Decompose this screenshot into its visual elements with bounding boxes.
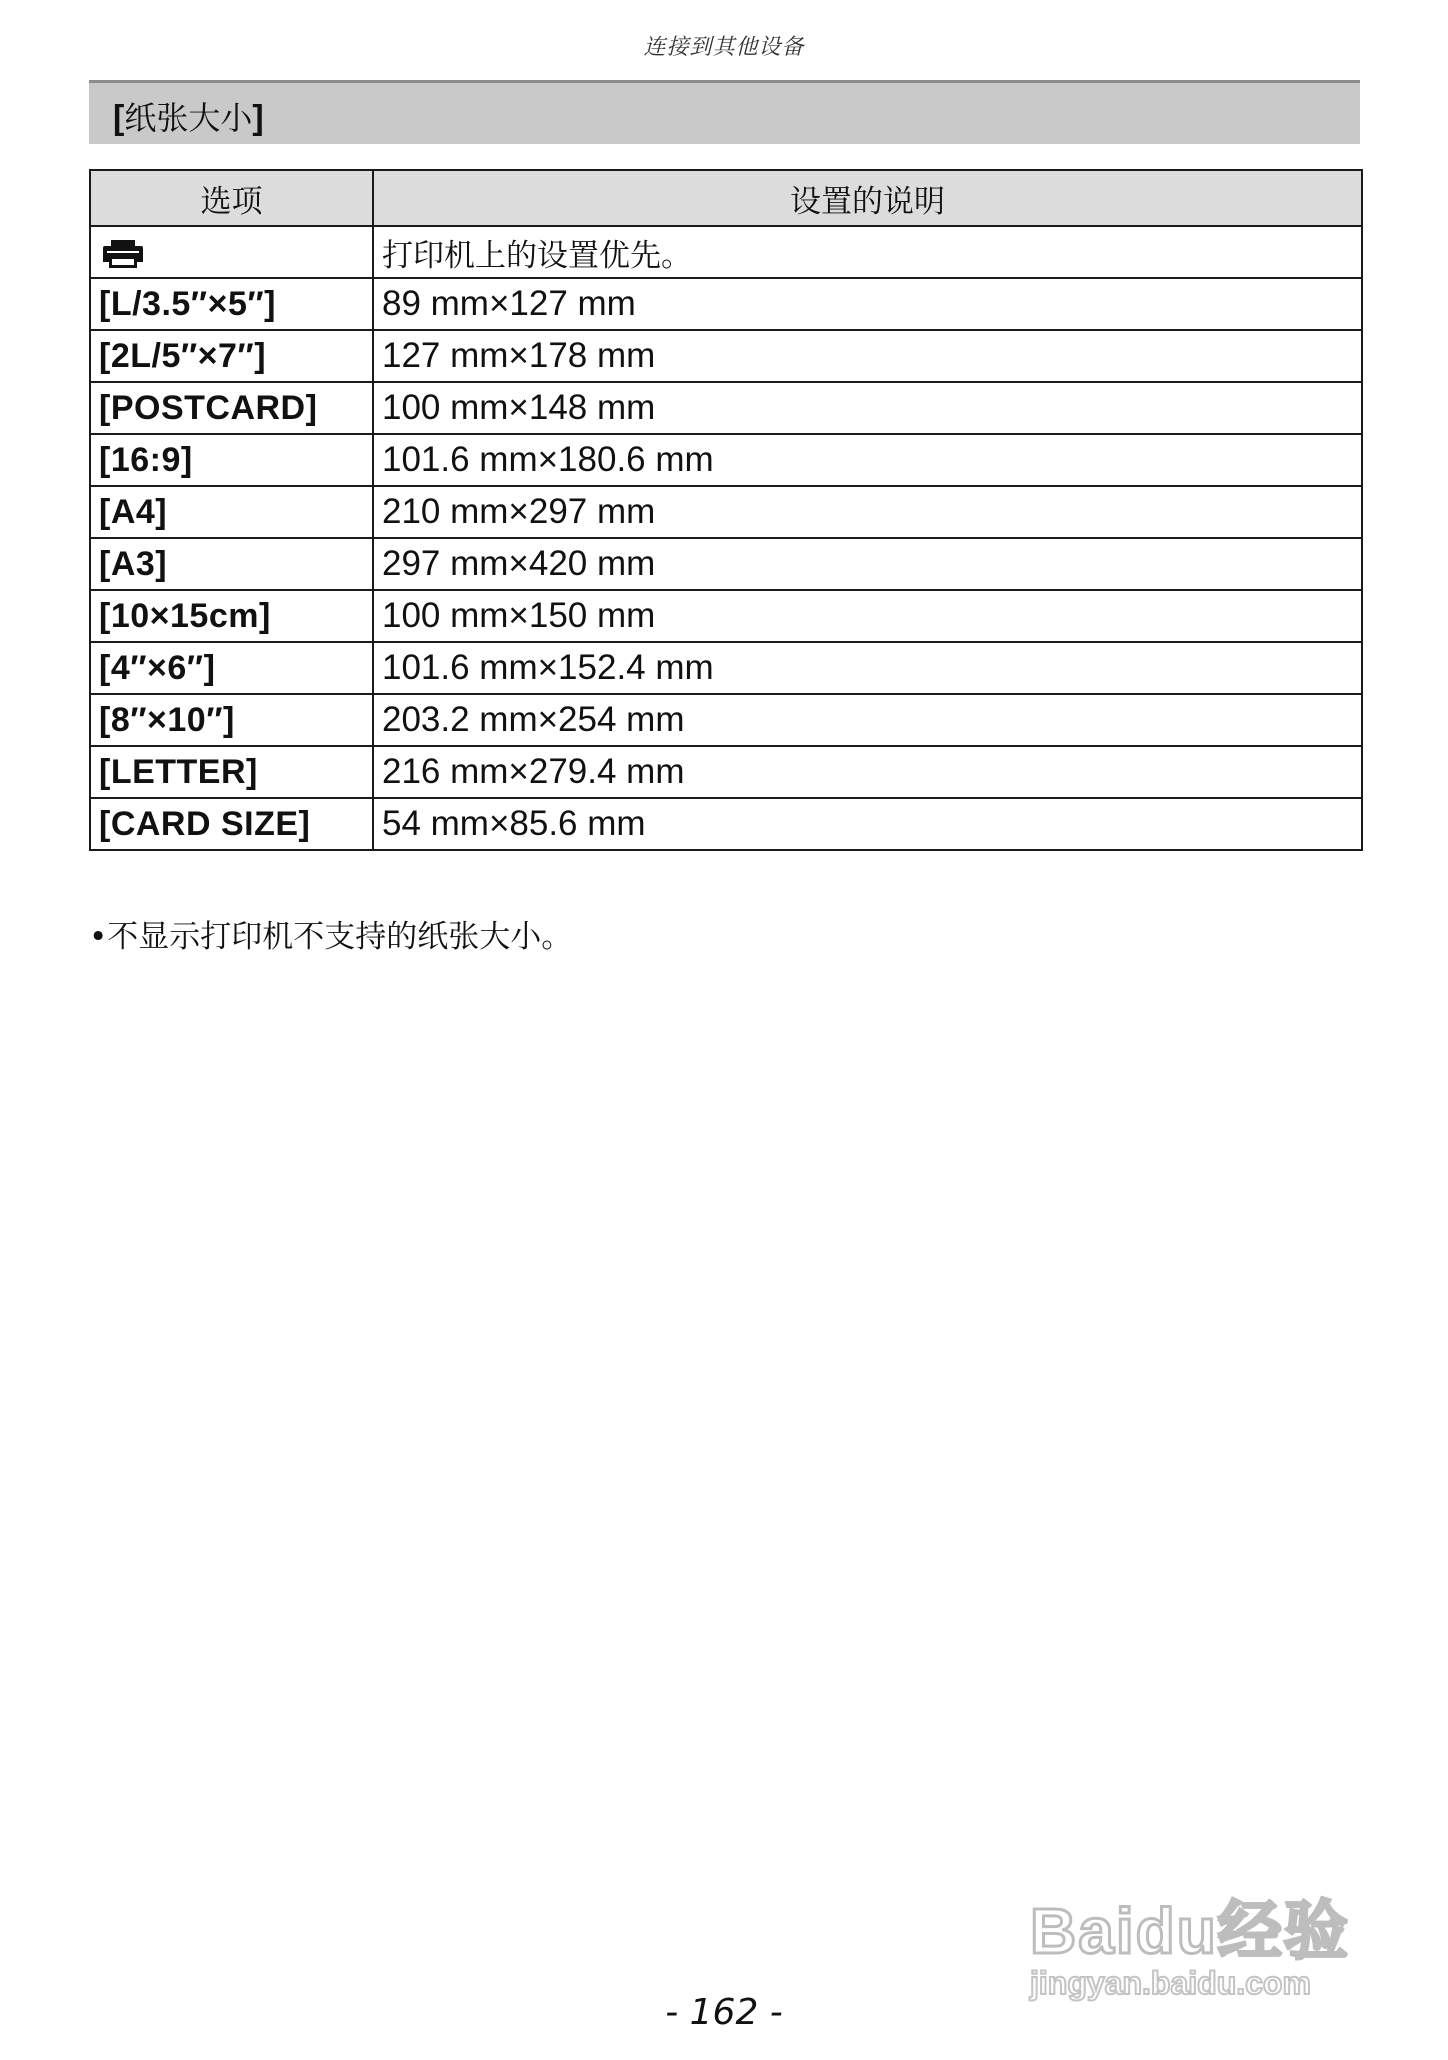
footnote	[89, 911, 572, 956]
option-cell: [POSTCARD]	[90, 382, 373, 434]
section-title-bracket-open: [	[113, 99, 125, 137]
option-cell: [2L/5″×7″]	[90, 330, 373, 382]
description-cell: 100 mm×148 mm	[373, 382, 1362, 434]
option-cell: [10×15cm]	[90, 590, 373, 642]
option-cell: [4″×6″]	[90, 642, 373, 694]
running-head: 连接到其他设备	[643, 35, 805, 60]
baidu-watermark	[1030, 1840, 1360, 2010]
column-header-option: 选项	[90, 170, 373, 226]
description-cell: 127 mm×178 mm	[373, 330, 1362, 382]
option-cell: [A4]	[90, 486, 373, 538]
description-cell: 210 mm×297 mm	[373, 486, 1362, 538]
description-cell: 89 mm×127 mm	[373, 278, 1362, 330]
section-title-bracket-close: ]	[252, 99, 264, 137]
footnote-text: 不显示打印机不支持的纸张大小。	[107, 919, 573, 955]
printer-icon	[99, 238, 147, 270]
paper-size-table	[89, 169, 1363, 851]
page-number: - 162 -	[665, 1992, 783, 2033]
table-row	[90, 486, 1362, 538]
description-cell: 54 mm×85.6 mm	[373, 798, 1362, 850]
table-row	[90, 642, 1362, 694]
description-cell: 297 mm×420 mm	[373, 538, 1362, 590]
option-cell: [CARD SIZE]	[90, 798, 373, 850]
column-header-description: 设置的说明	[373, 170, 1362, 226]
watermark-url: jingyan.baidu.com	[1030, 1965, 1311, 2001]
option-cell: [8″×10″]	[90, 694, 373, 746]
table-row	[90, 330, 1362, 382]
watermark-logo: Baidu经验	[1030, 1895, 1350, 1967]
table-row	[90, 694, 1362, 746]
option-cell: [A3]	[90, 538, 373, 590]
table-header-row	[90, 170, 1362, 226]
bullet-icon: •	[89, 919, 108, 955]
option-cell	[90, 226, 373, 278]
table-row	[90, 746, 1362, 798]
description-cell: 203.2 mm×254 mm	[373, 694, 1362, 746]
description-cell: 101.6 mm×152.4 mm	[373, 642, 1362, 694]
description-cell: 100 mm×150 mm	[373, 590, 1362, 642]
table-row	[90, 434, 1362, 486]
table-row	[90, 382, 1362, 434]
table-row	[90, 538, 1362, 590]
option-cell: [16:9]	[90, 434, 373, 486]
section-header	[89, 80, 1360, 144]
description-cell: 打印机上的设置优先。	[373, 226, 1362, 278]
table-row	[90, 226, 1362, 278]
table-row	[90, 590, 1362, 642]
table-row	[90, 278, 1362, 330]
section-title-text: 纸张大小	[124, 99, 253, 137]
option-cell: [LETTER]	[90, 746, 373, 798]
description-cell: 101.6 mm×180.6 mm	[373, 434, 1362, 486]
section-title	[113, 93, 264, 139]
option-cell: [L/3.5″×5″]	[90, 278, 373, 330]
table-row	[90, 798, 1362, 850]
description-cell: 216 mm×279.4 mm	[373, 746, 1362, 798]
